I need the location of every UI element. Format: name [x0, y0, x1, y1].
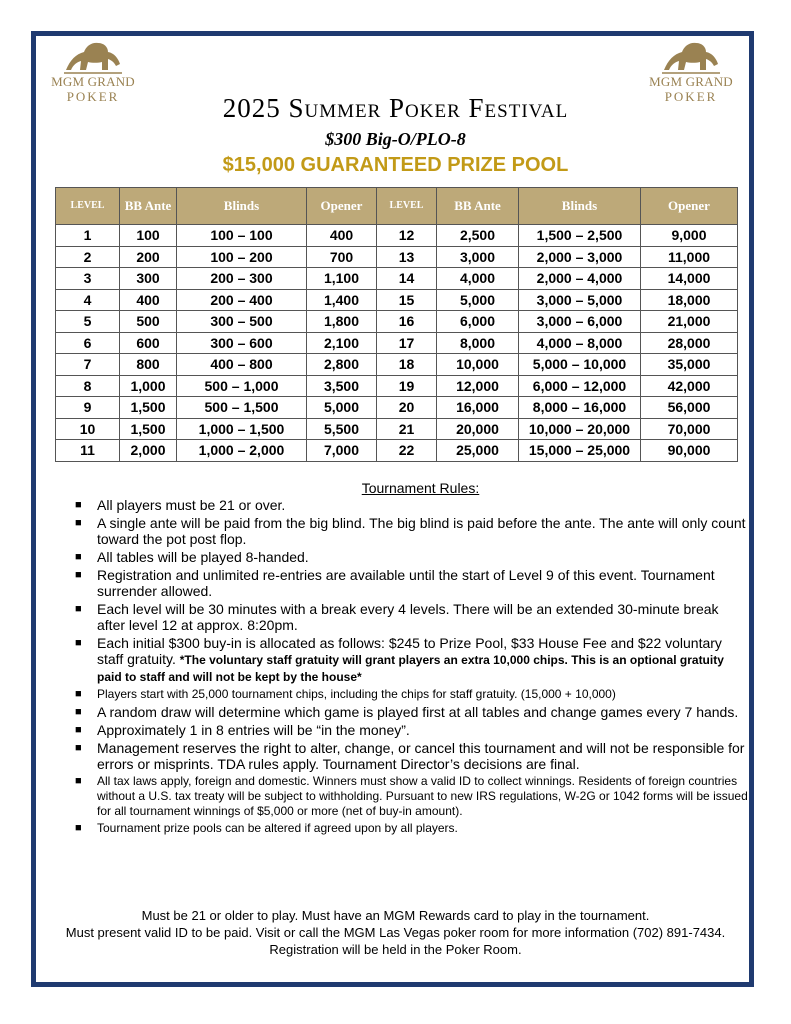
rule-text: All tables will be played 8-handed. — [97, 549, 309, 565]
rule-text: Management reserves the right to alter, change, or cancel this tournament and will not be responsible for errors or misprints. TDA rules apply. Tournament Director’s decisions are final. — [97, 740, 745, 772]
table-cell: 1,100 — [307, 268, 377, 290]
table-cell: 8,000 — [437, 332, 519, 354]
table-row — [56, 418, 738, 440]
table-cell: 9 — [56, 397, 120, 419]
table-cell: 1,500 – 2,500 — [519, 225, 641, 247]
event-subtitle: $300 Big-O/PLO-8 — [325, 129, 466, 149]
table-cell: 3,000 – 5,000 — [519, 289, 641, 311]
table-cell: 14,000 — [641, 268, 738, 290]
table-row — [56, 375, 738, 397]
table-cell: 300 – 600 — [177, 332, 307, 354]
table-cell: 6,000 — [437, 311, 519, 333]
table-cell: 5,000 – 10,000 — [519, 354, 641, 376]
table-cell: 1,000 – 1,500 — [177, 418, 307, 440]
table-cell: 2,000 – 4,000 — [519, 268, 641, 290]
rule-item — [73, 635, 749, 685]
table-cell: 8 — [56, 375, 120, 397]
gratuity-note: *The voluntary staff gratuity will grant players an extra 10,000 chips. This is an optional gratuity paid to staff and will not be kept by the house* — [97, 653, 724, 684]
table-cell: 100 – 200 — [177, 246, 307, 268]
rule-text: All players must be 21 or over. — [97, 497, 286, 513]
rules-heading: Tournament Rules: — [361, 480, 480, 496]
table-cell: 9,000 — [641, 225, 738, 247]
rule-item — [73, 774, 749, 819]
table-cell: 42,000 — [641, 375, 738, 397]
table-cell: 8,000 – 16,000 — [519, 397, 641, 419]
table-row — [56, 311, 738, 333]
rule-text: A single ante will be paid from the big blind. The big blind is paid before the ante. The ante will only count toward the pot post flop. — [97, 515, 746, 547]
table-row — [56, 397, 738, 419]
table-cell: 10,000 – 20,000 — [519, 418, 641, 440]
rule-text: Approximately 1 in 8 entries will be “in the money”. — [97, 722, 410, 738]
table-cell: 200 – 300 — [177, 268, 307, 290]
table-cell: 3,000 — [437, 246, 519, 268]
table-cell: 70,000 — [641, 418, 738, 440]
rule-item — [73, 740, 749, 772]
column-header: LEVEL — [377, 188, 437, 225]
rule-item — [73, 704, 749, 720]
table-cell: 19 — [377, 375, 437, 397]
table-cell: 1,000 — [120, 375, 177, 397]
table-row — [56, 440, 738, 462]
rule-item — [73, 722, 749, 738]
table-header-row — [56, 188, 738, 225]
table-cell: 12 — [377, 225, 437, 247]
rule-item — [73, 497, 749, 513]
table-cell: 16 — [377, 311, 437, 333]
table-cell: 15,000 – 25,000 — [519, 440, 641, 462]
table-cell: 21,000 — [641, 311, 738, 333]
table-cell: 18 — [377, 354, 437, 376]
column-header: Opener — [307, 188, 377, 225]
table-cell: 400 – 800 — [177, 354, 307, 376]
bullet-icon: ■ — [75, 569, 82, 581]
table-cell: 11,000 — [641, 246, 738, 268]
logo-line1: MGM GRAND — [51, 74, 135, 89]
table-cell: 200 – 400 — [177, 289, 307, 311]
table-row — [56, 246, 738, 268]
page-title: 2025 Summer Poker Festival — [222, 93, 569, 123]
table-cell: 3 — [56, 268, 120, 290]
column-header: LEVEL — [56, 188, 120, 225]
rule-text: Tournament prize pools can be altered if agreed upon by all players. — [97, 821, 458, 835]
table-cell: 800 — [120, 354, 177, 376]
table-cell: 10 — [56, 418, 120, 440]
guarantee-banner: $15,000 GUARANTEED PRIZE POOL — [222, 154, 569, 176]
table-cell: 22 — [377, 440, 437, 462]
table-cell: 700 — [307, 246, 377, 268]
table-cell: 56,000 — [641, 397, 738, 419]
table-cell: 12,000 — [437, 375, 519, 397]
bullet-icon: ■ — [75, 637, 82, 649]
table-cell: 13 — [377, 246, 437, 268]
table-cell: 17 — [377, 332, 437, 354]
table-cell: 1,800 — [307, 311, 377, 333]
rule-text: A random draw will determine which game is played first at all tables and change games every 7 hands. — [97, 704, 739, 720]
table-row — [56, 332, 738, 354]
lion-icon — [62, 40, 124, 74]
table-row — [56, 289, 738, 311]
table-cell: 5 — [56, 311, 120, 333]
rule-text: Each level will be 30 minutes with a break every 4 levels. There will be an extended 30-minute break after level 12 at approx. 8:20pm. — [97, 601, 719, 633]
bullet-icon: ■ — [75, 742, 82, 754]
rule-item — [73, 821, 749, 836]
table-cell: 16,000 — [437, 397, 519, 419]
rule-text: All tax laws apply, foreign and domestic. Winners must show a valid ID to collect winnings. Residents of foreign countries without a U.S. tax treaty will be subject to withholding. Pursuant to new IRS regulations, W-2G or 1042 forms will be issued for all tournament winnings of $5,000 or more (net of buy-in amount). — [97, 774, 748, 818]
blind-structure-table — [55, 187, 738, 462]
table-cell: 90,000 — [641, 440, 738, 462]
bullet-icon: ■ — [75, 822, 82, 834]
table-cell: 25,000 — [437, 440, 519, 462]
table-cell: 1,500 — [120, 397, 177, 419]
table-cell: 100 — [120, 225, 177, 247]
table-cell: 400 — [307, 225, 377, 247]
rule-item — [73, 515, 749, 547]
table-cell: 1,000 – 2,000 — [177, 440, 307, 462]
table-cell: 500 – 1,500 — [177, 397, 307, 419]
rule-text: Players start with 25,000 tournament chips, including the chips for staff gratuity. (15,000 + 10,000) — [97, 687, 616, 701]
table-cell: 6,000 – 12,000 — [519, 375, 641, 397]
logo-line2: POKER — [664, 89, 718, 104]
bullet-icon: ■ — [75, 706, 82, 718]
table-cell: 400 — [120, 289, 177, 311]
bullet-icon: ■ — [75, 551, 82, 563]
column-header: Blinds — [519, 188, 641, 225]
table-cell: 2,500 — [437, 225, 519, 247]
table-cell: 2,000 – 3,000 — [519, 246, 641, 268]
table-cell: 2,000 — [120, 440, 177, 462]
table-cell: 7,000 — [307, 440, 377, 462]
table-cell: 21 — [377, 418, 437, 440]
table-cell: 4,000 – 8,000 — [519, 332, 641, 354]
rule-item — [73, 687, 749, 702]
table-cell: 500 — [120, 311, 177, 333]
table-cell: 15 — [377, 289, 437, 311]
table-cell: 1 — [56, 225, 120, 247]
column-header: Opener — [641, 188, 738, 225]
bullet-icon: ■ — [75, 775, 82, 787]
table-row — [56, 268, 738, 290]
table-cell: 300 – 500 — [177, 311, 307, 333]
footer — [50, 907, 741, 958]
table-cell: 28,000 — [641, 332, 738, 354]
table-cell: 200 — [120, 246, 177, 268]
bullet-icon: ■ — [75, 688, 82, 700]
table-cell: 14 — [377, 268, 437, 290]
rule-item — [73, 549, 749, 565]
table-cell: 600 — [120, 332, 177, 354]
table-cell: 4,000 — [437, 268, 519, 290]
bullet-icon: ■ — [75, 499, 82, 511]
table-cell: 3,500 — [307, 375, 377, 397]
lion-icon — [660, 40, 722, 74]
table-cell: 5,000 — [307, 397, 377, 419]
table-body — [56, 225, 738, 462]
table-cell: 20 — [377, 397, 437, 419]
table-cell: 20,000 — [437, 418, 519, 440]
table-cell: 11 — [56, 440, 120, 462]
rule-text: Registration and unlimited re-entries are available until the start of Level 9 of this event. Tournament surrender allowed. — [97, 567, 715, 599]
table-row — [56, 225, 738, 247]
rules-list — [73, 497, 749, 838]
table-cell: 35,000 — [641, 354, 738, 376]
bullet-icon: ■ — [75, 517, 82, 529]
column-header: Blinds — [177, 188, 307, 225]
logo-line1: MGM GRAND — [649, 74, 733, 89]
table-cell: 2,100 — [307, 332, 377, 354]
table-cell: 300 — [120, 268, 177, 290]
table-cell: 6 — [56, 332, 120, 354]
table-cell: 7 — [56, 354, 120, 376]
table-cell: 1,400 — [307, 289, 377, 311]
rule-item — [73, 567, 749, 599]
table-cell: 4 — [56, 289, 120, 311]
bullet-icon: ■ — [75, 724, 82, 736]
rule-text: Each initial $300 buy-in is allocated as follows: $245 to Prize Pool, $33 House Fee and $22 voluntary staff gratuity. — [97, 635, 722, 667]
table-cell: 18,000 — [641, 289, 738, 311]
table-cell: 3,000 – 6,000 — [519, 311, 641, 333]
table-cell: 1,500 — [120, 418, 177, 440]
rule-item — [73, 601, 749, 633]
column-header: BB Ante — [437, 188, 519, 225]
logo-line2: POKER — [66, 89, 120, 104]
footer-line2: Must present valid ID to be paid. Visit or call the MGM Las Vegas poker room for more information (702) 891-7434. Registration will be held in the Poker Room. — [65, 925, 726, 957]
table-cell: 5,000 — [437, 289, 519, 311]
table-cell: 5,500 — [307, 418, 377, 440]
bullet-icon: ■ — [75, 603, 82, 615]
table-cell: 100 – 100 — [177, 225, 307, 247]
table-cell: 2,800 — [307, 354, 377, 376]
column-header: BB Ante — [120, 188, 177, 225]
table-cell: 500 – 1,000 — [177, 375, 307, 397]
table-cell: 10,000 — [437, 354, 519, 376]
table-row — [56, 354, 738, 376]
footer-line1: Must be 21 or older to play. Must have an MGM Rewards card to play in the tournament. — [141, 908, 650, 923]
table-cell: 2 — [56, 246, 120, 268]
